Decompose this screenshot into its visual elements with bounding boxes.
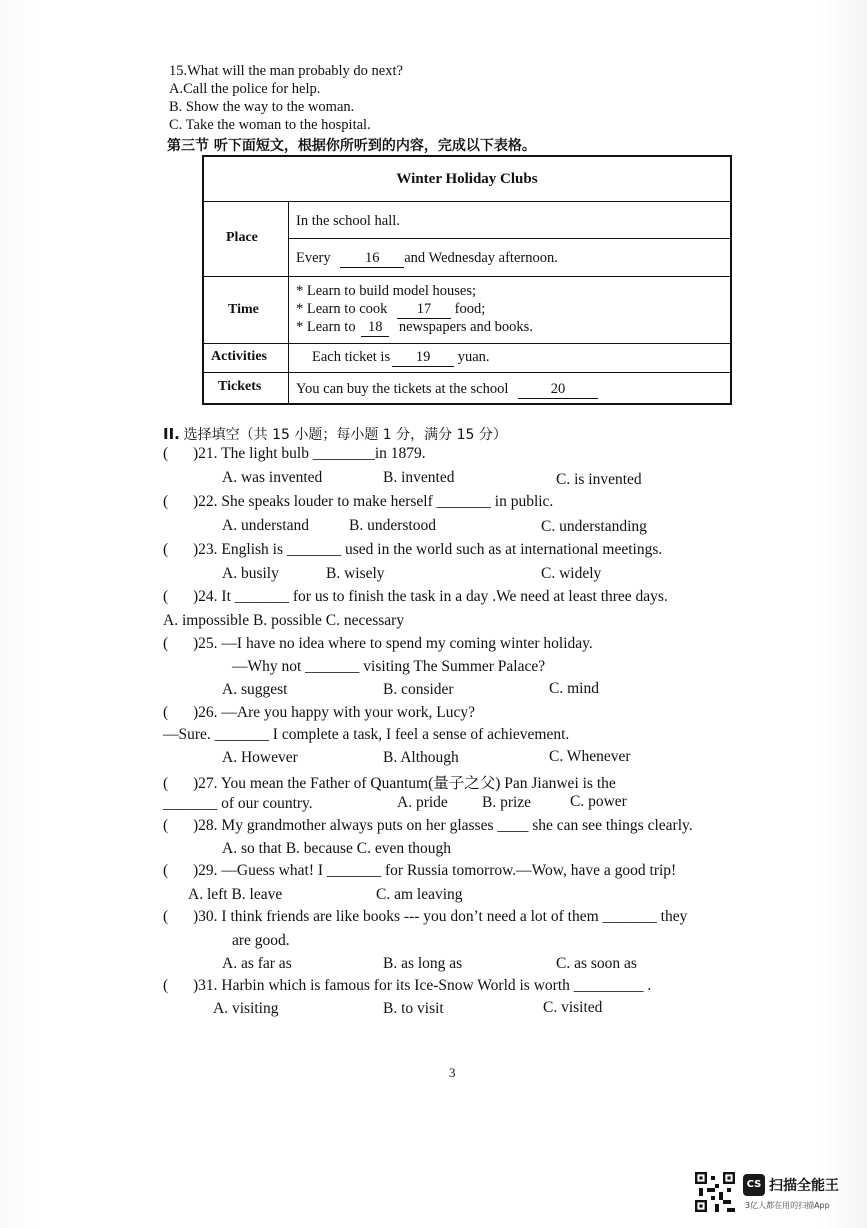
question-31: ( )31. Harbin which is famous for its Ice-Snow World is worth _________ . [163,977,652,994]
question-22: ( )22. She speaks louder to make herself _______ in public. [163,493,554,510]
q27-option-c: C. power [570,793,627,810]
q31-option-c: C. visited [543,999,603,1016]
q31-option-b: B. to visit [383,1000,444,1017]
q27-option-b: B. prize [482,794,532,811]
q29-option-ab: A. left B. leave [188,886,283,903]
blank-17: 17 [397,301,451,319]
q26-option-c: C. Whenever [549,748,631,765]
q15-option-c: C. Take the woman to the hospital. [169,117,371,133]
watermark-brand: 扫描全能王 [769,1178,839,1194]
table-title: Winter Holiday Clubs [396,171,538,187]
q15-question: 15.What will the man probably do next? [169,63,403,79]
blank-18: 18 [361,319,389,337]
table-divider [288,238,730,239]
question-30: ( )30. I think friends are like books --- you don’t need a lot of them _______ they [163,908,688,925]
q21-option-b: B. invented [383,469,455,486]
question-23: ( )23. English is _______ used in the world such as at international meetings. [163,541,663,558]
row-label-time: Time [228,302,259,317]
q26-option-b: B. Although [383,749,459,766]
place-line-1: In the school hall. [296,213,400,229]
q25-option-b: B. consider [383,681,454,698]
time-line-3: * Learn to 18 newspapers and books. [296,319,533,335]
section3-instruction: 第三节 听下面短文，根据你所听到的内容，完成以下表格。 [167,138,536,154]
q26-option-a: A. However [222,749,298,766]
section2-heading: II. 选择填空（共 15 小题；每小题 1 分，满分 15 分） [163,425,507,443]
question-21: ( )21. The light bulb ________in 1879. [163,445,426,462]
q30-option-b: B. as long as [383,955,463,972]
row-label-tickets: Tickets [218,379,262,394]
question-28: ( )28. My grandmother always puts on her glasses ____ she can see things clearly. [163,817,693,834]
question-25-line-2: —Why not _______ visiting The Summer Palace? [232,658,546,675]
question-27: ( )27. You mean the Father of Quantum(量子之父) Pan Jianwei is the [163,775,616,792]
camscanner-logo: CS [743,1174,765,1196]
q22-option-a: A. understand [222,517,309,534]
q24-options: A. impossible B. possible C. necessary [163,612,405,629]
q30-option-a: A. as far as [222,955,292,972]
q15-option-a: A.Call the police for help. [169,81,321,97]
q27-option-a: A. pride [397,794,448,811]
blank-16: 16 [340,250,404,268]
table-divider [204,372,730,373]
tickets-line: You can buy the tickets at the school 20 [296,381,598,399]
scanner-watermark [695,1172,865,1216]
question-27-line-2: _______ of our country. [163,795,313,812]
row-label-place: Place [226,230,258,245]
q22-option-b: B. understood [349,517,436,534]
q23-option-b: B. wisely [326,565,385,582]
q28-options: A. so that B. because C. even though [222,840,452,857]
question-26: ( )26. —Are you happy with your work, Lucy? [163,704,475,721]
place-line-2: Every 16 and Wednesday afternoon. [296,250,558,266]
table-divider [204,201,730,202]
q21-option-a: A. was invented [222,469,323,486]
q23-option-c: C. widely [541,565,602,582]
question-26-line-2: —Sure. _______ I complete a task, I feel a sense of achievement. [163,726,570,743]
q15-option-b: B. Show the way to the woman. [169,99,355,115]
watermark-tagline: 3亿人都在用的扫描App [745,1201,830,1210]
q23-option-a: A. busily [222,565,279,582]
table-divider [204,343,730,344]
q25-option-c: C. mind [549,680,599,697]
q30-option-c: C. as soon as [556,955,637,972]
time-line-1: * Learn to build model houses; [296,283,477,299]
q22-option-c: C. understanding [541,518,647,535]
row-label-activities: Activities [211,349,267,364]
time-line-2: * Learn to cook 17 food; [296,301,486,317]
question-29: ( )29. —Guess what! I _______ for Russia tomorrow.—Wow, have a good trip! [163,862,677,879]
question-30-line-2: are good. [232,932,290,949]
table-divider [204,276,730,277]
question-24: ( )24. It _______ for us to finish the task in a day .We need at least three days. [163,588,668,605]
table-column-divider [288,201,289,403]
activities-line: Each ticket is 19 yuan. [312,349,490,365]
q21-option-c: C. is invented [556,471,642,488]
page-number: 3 [449,1065,456,1080]
blank-19: 19 [392,349,454,367]
winter-holiday-table [202,155,732,405]
blank-20: 20 [518,381,598,399]
qr-code-icon [695,1172,735,1212]
q29-option-c: C. am leaving [376,886,463,903]
question-25: ( )25. —I have no idea where to spend my coming winter holiday. [163,635,593,652]
q25-option-a: A. suggest [222,681,288,698]
q31-option-a: A. visiting [213,1000,279,1017]
